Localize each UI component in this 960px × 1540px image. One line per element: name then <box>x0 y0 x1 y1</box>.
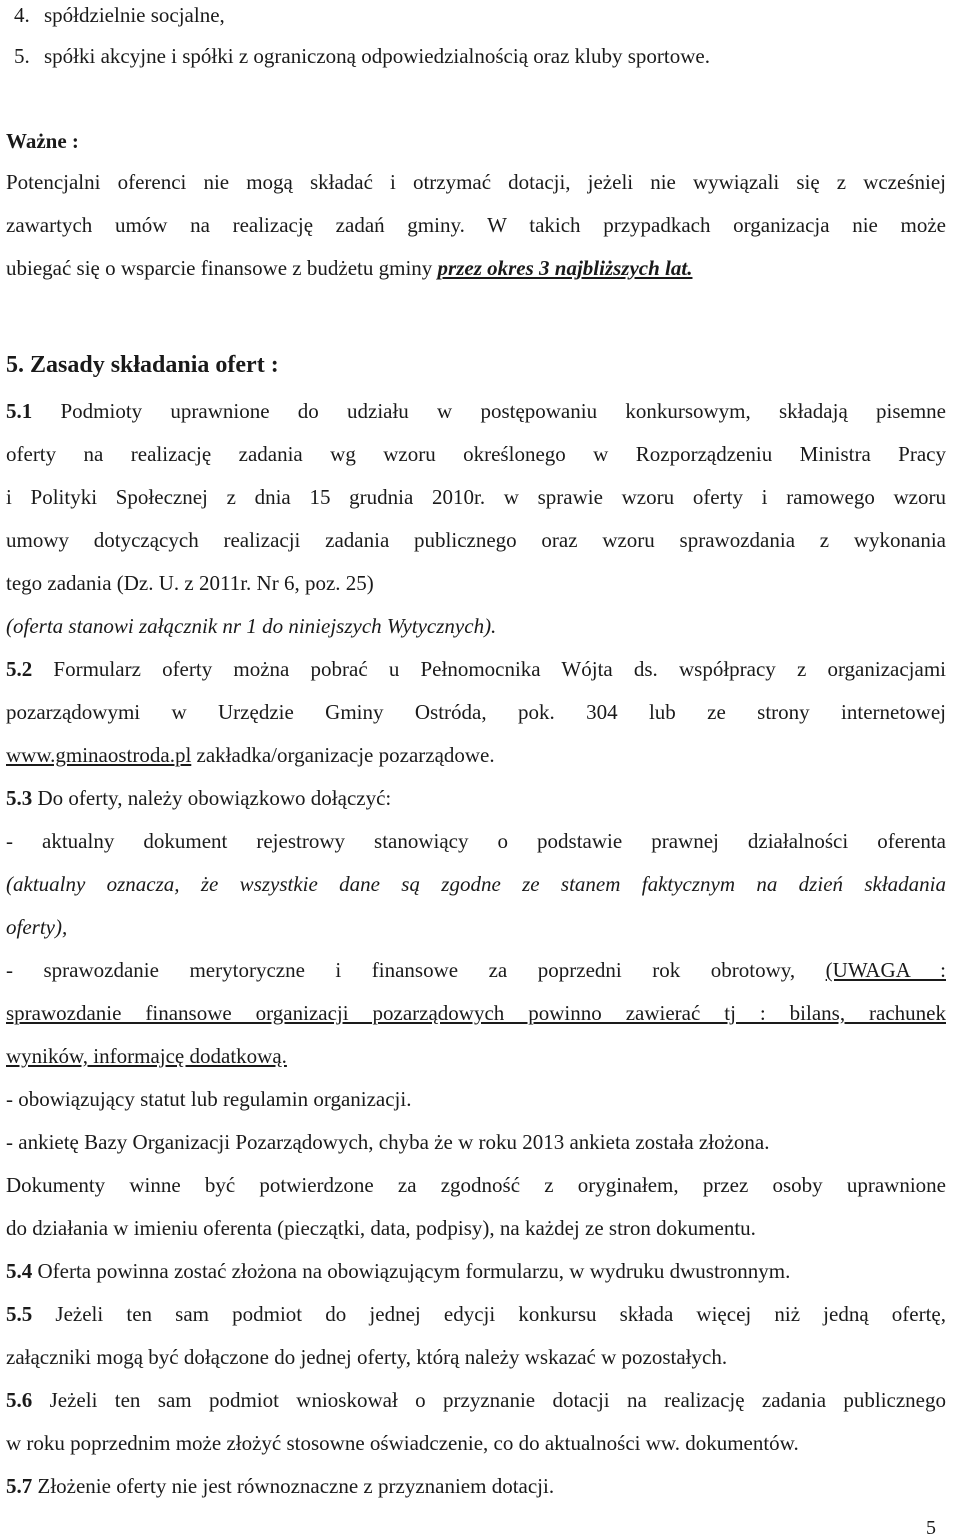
p53-line-11: do działania w imieniu oferenta (pieczątki, data, podpisy), na każdej ze stron dokumentu. <box>6 1216 756 1240</box>
list-text: spółki akcyjne i spółki z ograniczoną odpowiedzialnością oraz kluby sportowe. <box>44 44 710 68</box>
p53-line-4: oferty), <box>6 915 68 939</box>
p51-line-5: tego zadania (Dz. U. z 2011r. Nr 6, poz. 25) <box>6 571 374 595</box>
paragraph-number: 5.7 <box>6 1474 33 1498</box>
important-line-3 <box>6 253 946 283</box>
paragraph-number: 5.5 <box>6 1302 33 1326</box>
paragraph-number: 5.1 <box>6 399 33 423</box>
p55-text: Jeżeli ten sam podmiot do jednej edycji konkursu składa więcej niż jedną ofertę, <box>55 1302 947 1326</box>
p53-text: Do oferty, należy obowiązkowo dołączyć: <box>37 786 392 810</box>
p51-line-4: umowy dotyczących realizacji zadania publicznego oraz wzoru sprawozdania z wykonania <box>6 528 946 552</box>
website-link[interactable]: www.gminaostroda.pl <box>6 743 192 767</box>
important-emphasis: przez okres 3 najbliższych lat. <box>437 256 693 280</box>
p51-line-3: i Polityki Społecznej z dnia 15 grudnia 2010r. w sprawie wzoru oferty i ramowego wzoru <box>6 485 946 509</box>
p53-line-5 <box>6 955 946 985</box>
list-number: 5. <box>14 44 30 68</box>
paragraph-number: 5.3 <box>6 786 33 810</box>
p56-line-2: w roku poprzednim może złożyć stosowne oświadczenie, co do aktualności ww. dokumentów. <box>6 1431 799 1455</box>
p52-line-1 <box>6 654 946 684</box>
p53-line-5-text: - sprawozdanie merytoryczne i finansowe za poprzedni rok obrotowy, <box>6 958 826 982</box>
p53-line-2: - aktualny dokument rejestrowy stanowiący o podstawie prawnej działalności oferenta <box>6 829 946 853</box>
list-item-4 <box>6 0 946 30</box>
p55-line-1 <box>6 1299 946 1329</box>
p52-line-3 <box>6 740 946 770</box>
p56-text: Jeżeli ten sam podmiot wnioskował o przyznanie dotacji na realizację zadania publicznego <box>49 1388 947 1412</box>
p57-line-1 <box>6 1471 946 1501</box>
p52-text: Formularz oferty można pobrać u Pełnomocnika Wójta ds. współpracy z organizacjami <box>53 657 946 681</box>
p51-text: Podmioty uprawnione do udziału w postępowaniu konkursowym, składają pisemne <box>60 399 946 423</box>
p53-line-9: - ankietę Bazy Organizacji Pozarządowych, chyba że w roku 2013 ankieta została złożona. <box>6 1130 770 1154</box>
p54-text: Oferta powinna zostać złożona na obowiązującym formularzu, w wydruku dwustronnym. <box>37 1259 791 1283</box>
p56-line-1 <box>6 1385 946 1415</box>
list-item-5 <box>6 41 946 71</box>
p55-line-2: załączniki mogą być dołączone do jednej oferty, którą należy wskazać w pozostałych. <box>6 1345 728 1369</box>
important-heading: Ważne : <box>6 129 79 153</box>
p54-line-1 <box>6 1256 946 1286</box>
p51-line-6: (oferta stanowi załącznik nr 1 do niniejszych Wytycznych). <box>6 614 497 638</box>
p53-line-1 <box>6 783 946 813</box>
list-text: spółdzielnie socjalne, <box>44 3 225 27</box>
page-number: 5 <box>926 1517 936 1539</box>
p52-line-3-text: zakładka/organizacje pozarządowe. <box>191 743 495 767</box>
p53-line-7: wyników, informajcę dodatkową. <box>6 1044 287 1068</box>
p53-line-10: Dokumenty winne być potwierdzone za zgodność z oryginałem, przez osoby uprawnione <box>6 1173 946 1197</box>
p51-line-1 <box>6 396 946 426</box>
p51-line-2: oferty na realizację zadania wg wzoru określonego w Rozporządzeniu Ministra Pracy <box>6 442 946 466</box>
p52-line-2: pozarządowymi w Urzędzie Gminy Ostróda, pok. 304 lub ze strony internetowej <box>6 700 946 724</box>
p53-note-start: (UWAGA : <box>825 958 946 982</box>
p57-text: Złożenie oferty nie jest równoznaczne z przyznaniem dotacji. <box>37 1474 555 1498</box>
important-line-2: zawartych umów na realizację zadań gminy. W takich przypadkach organizacja nie może <box>6 213 946 237</box>
list-number: 4. <box>14 3 30 27</box>
p53-line-8: - obowiązujący statut lub regulamin organizacji. <box>6 1087 412 1111</box>
important-line-1: Potencjalni oferenci nie mogą składać i otrzymać dotacji, jeżeli nie wywiązali się z wcześniej <box>6 170 946 194</box>
p53-line-3: (aktualny oznacza, że wszystkie dane są zgodne ze stanem faktycznym na dzień składania <box>6 872 946 896</box>
paragraph-number: 5.4 <box>6 1259 33 1283</box>
paragraph-number: 5.2 <box>6 657 33 681</box>
p53-line-6: sprawozdanie finansowe organizacji pozarządowych powinno zawierać tj : bilans, rachunek <box>6 1001 946 1025</box>
paragraph-number: 5.6 <box>6 1388 33 1412</box>
important-line-3-text: ubiegać się o wsparcie finansowe z budżetu gminy <box>6 256 438 280</box>
section-heading: 5. Zasady składania ofert : <box>6 352 279 378</box>
